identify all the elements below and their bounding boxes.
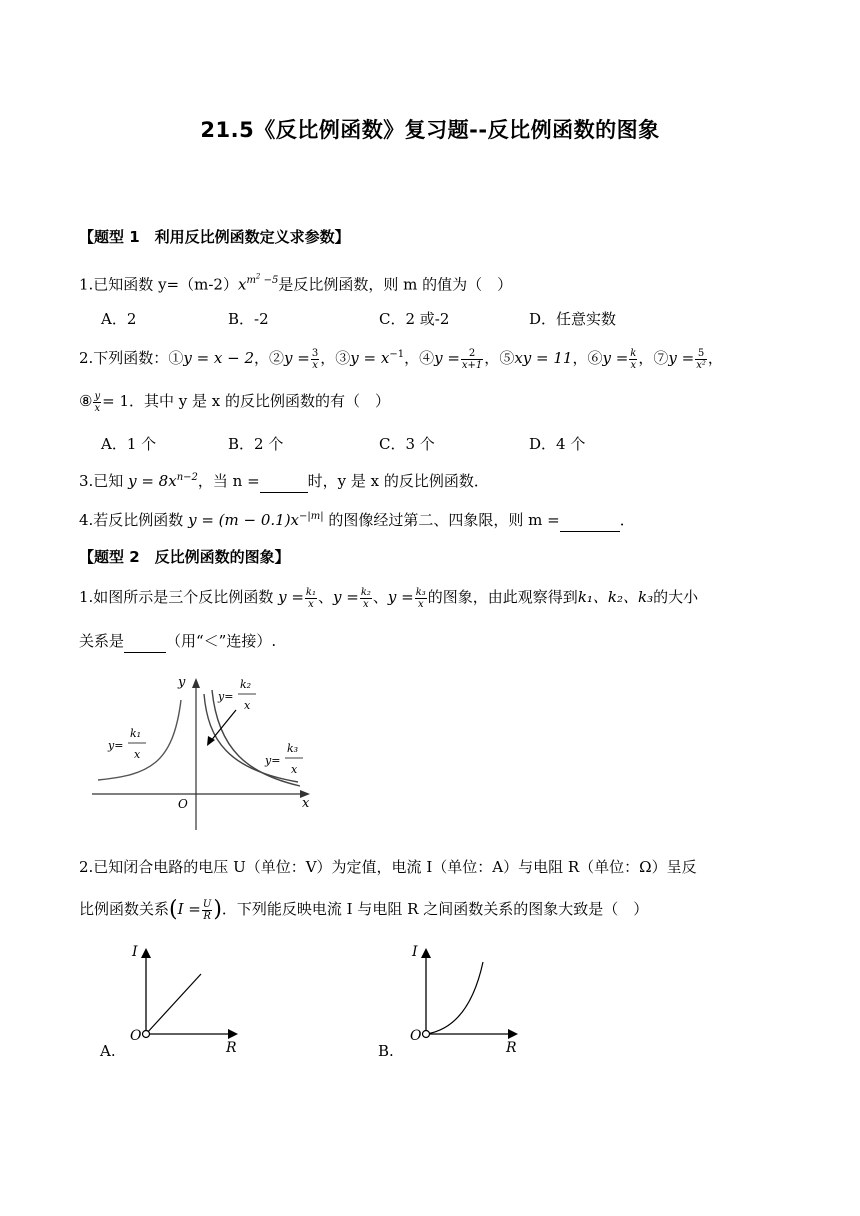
q4-a: 4.若反比例函数 — [79, 511, 189, 529]
q3-c: ，当 n = — [197, 472, 260, 490]
q5-y2: y = — [333, 588, 359, 606]
q4-sup: −|m| — [299, 511, 324, 522]
fig1-k3-num: k₃ — [287, 742, 299, 755]
fig1-k1-num: k₁ — [130, 727, 142, 740]
q2-item-6: y = — [602, 349, 629, 367]
fig1-k3-y: y= — [265, 754, 281, 767]
q2-option-a[interactable]: A．1 个 — [101, 435, 157, 453]
q2-prefix: 2.下列函数： — [79, 349, 169, 367]
question-2-line-1: 2.下列函数：①y = x − 2，②y = $\frac{3}{x}$ ，③y = $x^{-1}$，④y = $\frac{2}{x+1}$ ，⑤xy = 11，⑥y = $\frac{k}{x}$ ，⑦y = $\frac{5}{\text{x²}}$ ， — [79, 347, 723, 371]
fig1-origin-label: O — [178, 797, 188, 811]
fig1-k2-num: k₂ — [240, 678, 252, 691]
q2-option-c[interactable]: C．3 个 — [379, 435, 435, 453]
graph-b-curve — [426, 962, 483, 1034]
q5-answer-blank[interactable] — [124, 630, 166, 653]
q5-ks: k₁、k₂、k₃ — [577, 588, 654, 606]
section-heading-2: 【题型 2 反比例函数的图象】 — [79, 548, 290, 566]
q6-U: U — [202, 898, 212, 910]
q1-option-d[interactable]: D．任意实数 — [529, 310, 617, 328]
q2-item-5-mark: ⑤ — [499, 349, 515, 367]
q2-item-8-mark: ⑧ — [79, 392, 93, 410]
question-6-line-2: 比例函数关系(I = $\frac{U}{R}$ )．下列能反映电流 I 与电阻 R 之间函数关系的图象大致是（ ） — [79, 897, 649, 922]
graph-a-i-arrow — [141, 948, 151, 958]
graph-b-r-arrow — [508, 1029, 518, 1039]
q2-item-5: xy = 11 — [514, 349, 573, 367]
q3-a: 3.已知 — [79, 472, 129, 490]
fig1-k3-den: x — [291, 763, 298, 776]
question-3 — [79, 467, 489, 493]
q4-d: ． — [619, 511, 635, 529]
q2-line-2-rest: = 1．其中 y 是 x 的反比例函数的有（ ） — [102, 392, 390, 410]
question-2-line-2 — [79, 390, 390, 414]
question-5-line-1 — [79, 586, 698, 610]
q1-power-exp2: 2 — [255, 273, 261, 281]
q5-sep-2: 、 — [372, 588, 388, 606]
graph-b-origin-dot — [423, 1031, 430, 1038]
q5-c: 的大小 — [653, 588, 699, 606]
q1-option-b[interactable]: B．-2 — [228, 310, 269, 328]
q3-sup: n−2 — [176, 472, 198, 483]
page-title: 21.5《反比例函数》复习题--反比例函数的图象 — [200, 118, 660, 142]
section-heading-1: 【题型 1 利用反比例函数定义求参数】 — [79, 228, 350, 246]
q2-option-b[interactable]: B．2 个 — [228, 435, 284, 453]
graph-a-i-label: I — [132, 944, 138, 960]
graph-a[interactable] — [118, 938, 248, 1058]
q1-stem-a: 1.已知函数 y=（m-2） — [79, 275, 238, 294]
q2-item-1: y = x − 2 — [183, 349, 255, 367]
q5-y3: y = — [387, 588, 414, 606]
q2-option-d[interactable]: D．4 个 — [529, 435, 586, 453]
fig1-curve-k3 — [212, 690, 300, 786]
fig1-y-arrow — [192, 678, 200, 688]
q3-b: y = 8x — [128, 472, 177, 490]
q1-option-c[interactable]: C．2 或-2 — [379, 310, 450, 328]
q1-power-exp: m — [246, 275, 256, 287]
graph-a-origin-dot — [143, 1031, 150, 1038]
fig1-k1-y: y= — [108, 739, 124, 752]
q2-item-2-num: 3 — [311, 347, 319, 359]
fig1-x-label: x — [302, 796, 310, 811]
q3-answer-blank[interactable] — [260, 470, 308, 493]
graph-a-r-label: R — [226, 1040, 237, 1056]
q5-f3-den: x — [417, 598, 424, 610]
q2-item-3-mark: ③ — [335, 349, 351, 367]
fig1-pointer-line — [210, 710, 236, 742]
q2-item-8-den: x — [94, 402, 101, 414]
q5-line2-a: 关系是 — [79, 632, 125, 650]
q6-l2a: 比例函数关系 — [79, 900, 170, 918]
q4-answer-blank[interactable] — [560, 509, 620, 532]
q6-option-a[interactable]: A. — [100, 1042, 116, 1060]
q2-item-1-mark: ① — [168, 349, 184, 367]
q5-f1-den: x — [308, 598, 314, 610]
graph-b-i-label: I — [412, 944, 418, 960]
q1-power-base: x — [237, 275, 247, 294]
q2-item-7: y = — [668, 349, 695, 367]
q6-I: I = — [177, 900, 201, 918]
q5-b: 的图象，由此观察得到 — [427, 588, 578, 606]
question-4 — [79, 506, 635, 532]
fig1-curve-k2 — [204, 694, 298, 782]
graph-a-o-label: O — [130, 1028, 142, 1044]
q5-a: 1.如图所示是三个反比例函数 — [79, 588, 279, 606]
q4-b: y = (m − 0.1)x — [188, 511, 300, 529]
q2-item-4-num: 2 — [461, 348, 483, 360]
q2-item-2-mark: ② — [269, 349, 285, 367]
fig1-k2-den: x — [244, 699, 251, 712]
graph-a-line — [146, 974, 201, 1034]
graph-b-r-label: R — [506, 1040, 517, 1056]
hyperbola-figure — [88, 670, 318, 832]
q2-item-7-num: 5 — [695, 348, 707, 360]
q5-sep-1: 、 — [317, 588, 333, 606]
q2-item-7-mark: ⑦ — [653, 349, 669, 367]
q5-f2-num: k₂ — [360, 586, 371, 598]
q6-l2b: ．下列能反映电流 I 与电阻 R 之间函数关系的图象大致是（ ） — [221, 900, 649, 918]
fig1-k1-den: x — [134, 748, 141, 761]
q2-item-6-mark: ⑥ — [587, 349, 603, 367]
q2-item-4-den: x+1 — [461, 359, 483, 371]
q1-stem-b: 是反比例函数，则 m 的值为（ ） — [278, 275, 513, 294]
question-5-line-2 — [79, 630, 276, 653]
graph-b-o-label: O — [410, 1028, 422, 1044]
q5-f2-den: x — [363, 598, 369, 610]
q5-f3-num: k₃ — [415, 586, 426, 598]
q2-item-4-mark: ④ — [419, 349, 435, 367]
q4-c: 的图像经过第二、四象限，则 m = — [323, 511, 560, 529]
q2-item-7-den: x² — [696, 359, 706, 371]
q1-option-a[interactable]: A．2 — [101, 310, 137, 328]
q1-power-exp3: −5 — [260, 275, 279, 287]
q6-option-b[interactable]: B. — [378, 1042, 394, 1060]
q2-item-2: y = — [284, 349, 310, 367]
fig1-k2-y: y= — [218, 690, 234, 703]
q2-item-8-num: y — [94, 390, 101, 402]
q5-f1-num: k₁ — [305, 586, 316, 598]
q2-item-6-den: x — [630, 359, 637, 371]
graph-a-r-arrow — [228, 1029, 238, 1039]
q3-d: 时，y 是 x 的反比例函数． — [307, 472, 489, 490]
q5-line2-b: （用“＜”连接）. — [166, 632, 277, 650]
fig1-y-label: y — [178, 675, 186, 690]
q2-item-6-num: k — [630, 347, 637, 359]
question-1 — [79, 266, 512, 295]
q2-item-2-den: x — [312, 359, 318, 371]
q5-y1: y = — [278, 588, 304, 606]
graph-b-i-arrow — [421, 948, 431, 958]
q2-item-3-sup: −1 — [389, 349, 405, 360]
q2-item-4: y = — [434, 349, 460, 367]
graph-b[interactable] — [398, 938, 528, 1058]
q2-item-3: y = x — [350, 349, 390, 367]
question-6-line-1: 2.已知闭合电路的电压 U（单位：V）为定值，电流 I（单位：A）与电阻 R（单位：Ω）呈反 — [79, 858, 697, 876]
q6-R: R — [203, 910, 211, 922]
